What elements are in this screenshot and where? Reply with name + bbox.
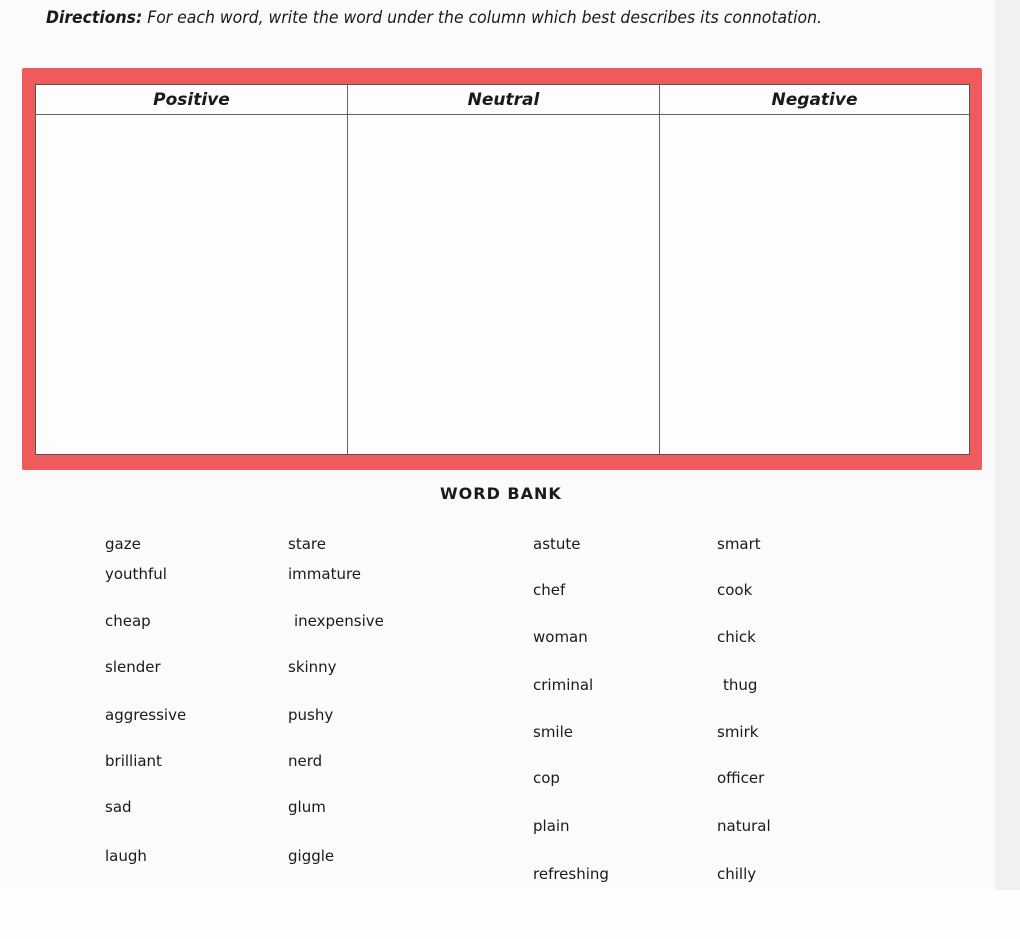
word-bank-word: slender — [105, 658, 161, 676]
word-bank-word: smart — [717, 535, 761, 553]
header-negative: Negative — [660, 85, 969, 115]
word-bank-word: sad — [105, 798, 132, 816]
directions-label: Directions: — [46, 8, 143, 28]
negative-column-cell[interactable] — [660, 115, 969, 454]
word-bank-word: aggressive — [105, 706, 187, 724]
word-bank-word: astute — [533, 535, 581, 553]
word-bank-word: nerd — [288, 752, 323, 770]
word-bank-word: inexpensive — [294, 612, 384, 630]
word-bank-word: stare — [288, 535, 326, 553]
page-edge-shadow — [995, 0, 1020, 890]
word-bank-title: WORD BANK — [440, 484, 562, 503]
word-bank-word: cheap — [105, 612, 151, 630]
page-bottom — [0, 890, 1020, 939]
word-bank-word: refreshing — [533, 865, 609, 883]
word-bank-word: immature — [288, 565, 362, 583]
word-bank-word: cook — [717, 581, 753, 599]
word-bank-word: youthful — [105, 565, 167, 583]
word-bank-word: chick — [717, 628, 756, 646]
word-bank-word: brilliant — [105, 752, 162, 770]
word-bank-word: smile — [533, 723, 573, 741]
word-bank-word: smirk — [717, 723, 759, 741]
word-bank-word: skinny — [288, 658, 337, 676]
word-bank-word: glum — [288, 798, 326, 816]
word-bank-word: giggle — [288, 847, 335, 865]
word-bank-word: officer — [717, 769, 765, 787]
word-bank-word: chilly — [717, 865, 757, 883]
word-bank-word: thug — [723, 676, 758, 694]
connotation-table — [35, 84, 970, 455]
word-bank-word: woman — [533, 628, 588, 646]
positive-column-cell[interactable] — [36, 115, 348, 454]
word-bank-word: gaze — [105, 535, 141, 553]
word-bank-word: pushy — [288, 706, 334, 724]
directions-text: For each word, write the word under the column which best describes its connotation. — [142, 8, 822, 28]
word-bank-word: laugh — [105, 847, 147, 865]
header-neutral: Neutral — [348, 85, 660, 115]
word-bank-word: plain — [533, 817, 570, 835]
word-bank-word: natural — [717, 817, 771, 835]
header-positive: Positive — [36, 85, 348, 115]
word-bank-word: cop — [533, 769, 560, 787]
neutral-column-cell[interactable] — [348, 115, 660, 454]
word-bank-word: chef — [533, 581, 566, 599]
directions — [46, 4, 874, 33]
word-bank-word: criminal — [533, 676, 594, 694]
